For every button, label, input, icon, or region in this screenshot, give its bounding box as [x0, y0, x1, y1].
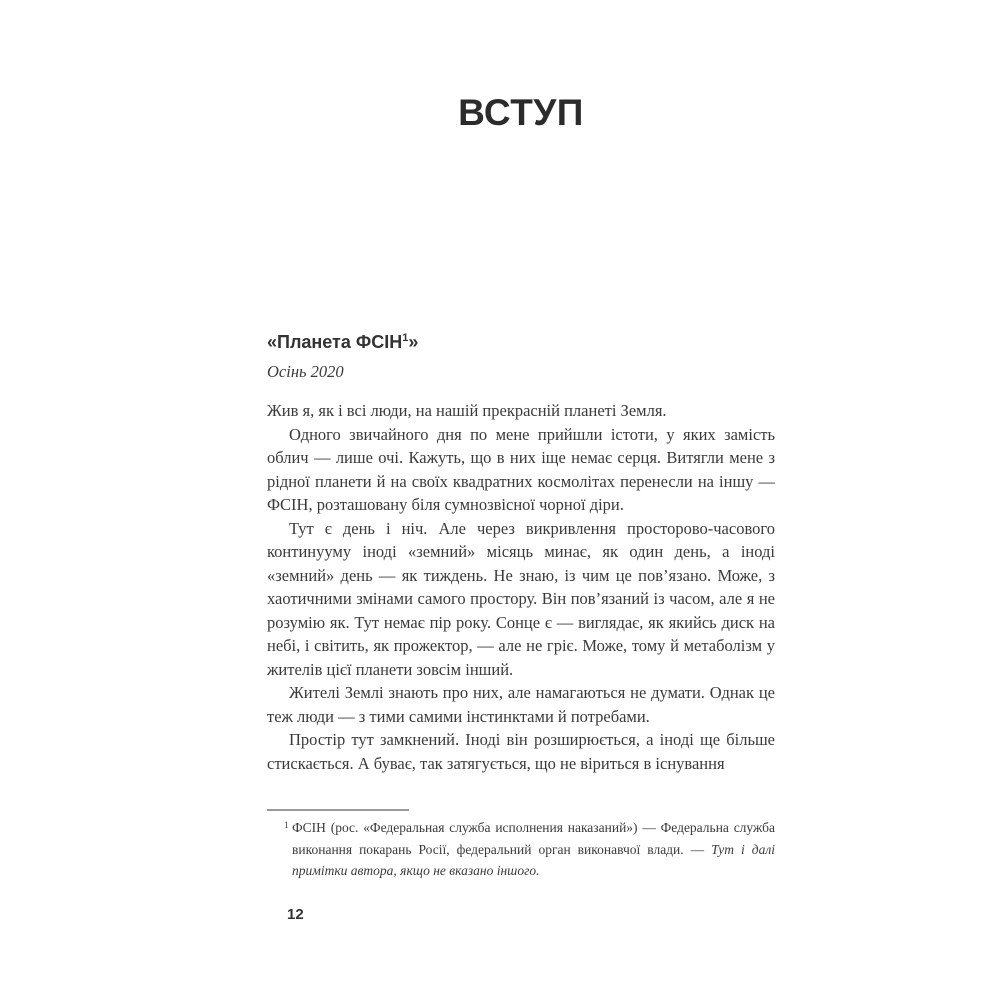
footnote: [267, 817, 775, 882]
epigraph-date: Осінь 2020: [267, 362, 344, 381]
page-number: 12: [287, 906, 304, 923]
chapter-title: ВСТУП: [458, 92, 584, 133]
footnote-author-note-italic: Тут і далі примітки автора, якщо не вказано іншого.: [292, 841, 775, 878]
paragraph: Жив я, як і всі люди, на нашій прекрасній планеті Земля.: [267, 401, 667, 420]
body-text: [267, 399, 775, 775]
paragraph: Простір тут замкнений. Іноді він розширюється, а іноді ще більше стискається. А буває, так затягується, що не віриться в існування: [267, 730, 775, 773]
footnote-text: ФСІН (рос. «Федеральная служба исполнения наказаний») — Федеральна служба виконання покарань Росії, федеральний орган виконавчої влади. —: [292, 820, 775, 857]
footnote-marker: 1: [284, 821, 289, 831]
footnote-reference-superscript: 1: [402, 332, 409, 344]
paragraph: Одного звичайного дня по мене прийшли істоти, у яких замість облич — лише очі. Кажуть, що в них іще немає серця. Витягли мене з рідної планети й на своїх квадратних космолітах перенесли на іншу — ФСІН, розташовану біля сумнозвісної чорної діри.: [267, 424, 775, 514]
epigraph-title-text: «Планета ФСІН: [267, 332, 403, 352]
footnote-divider-rule: [267, 809, 409, 811]
epigraph-title-closing-quote: »: [408, 332, 419, 352]
paragraph: Тут є день і ніч. Але через викривлення просторово-часового континууму іноді «земний» місяць минає, як один день, а іноді «земний» день — як тиждень. Не знаю, із чим це пов’язано. Може, з хаотичними змінами самого простору. Він пов’язаний із часом, але я не розумію як. Тут немає пір року. Сонце є — виглядає, як якийсь диск на небі, і світить, як прожектор, — але не гріє. Може, тому й метаболізм у жителів цієї планети зовсім інший.: [267, 518, 775, 679]
paragraph: Жителі Землі знають про них, але намагаються не думати. Однак це теж люди — з тими самими інстинктами й потребами.: [267, 683, 775, 726]
epigraph-title: [267, 332, 418, 353]
